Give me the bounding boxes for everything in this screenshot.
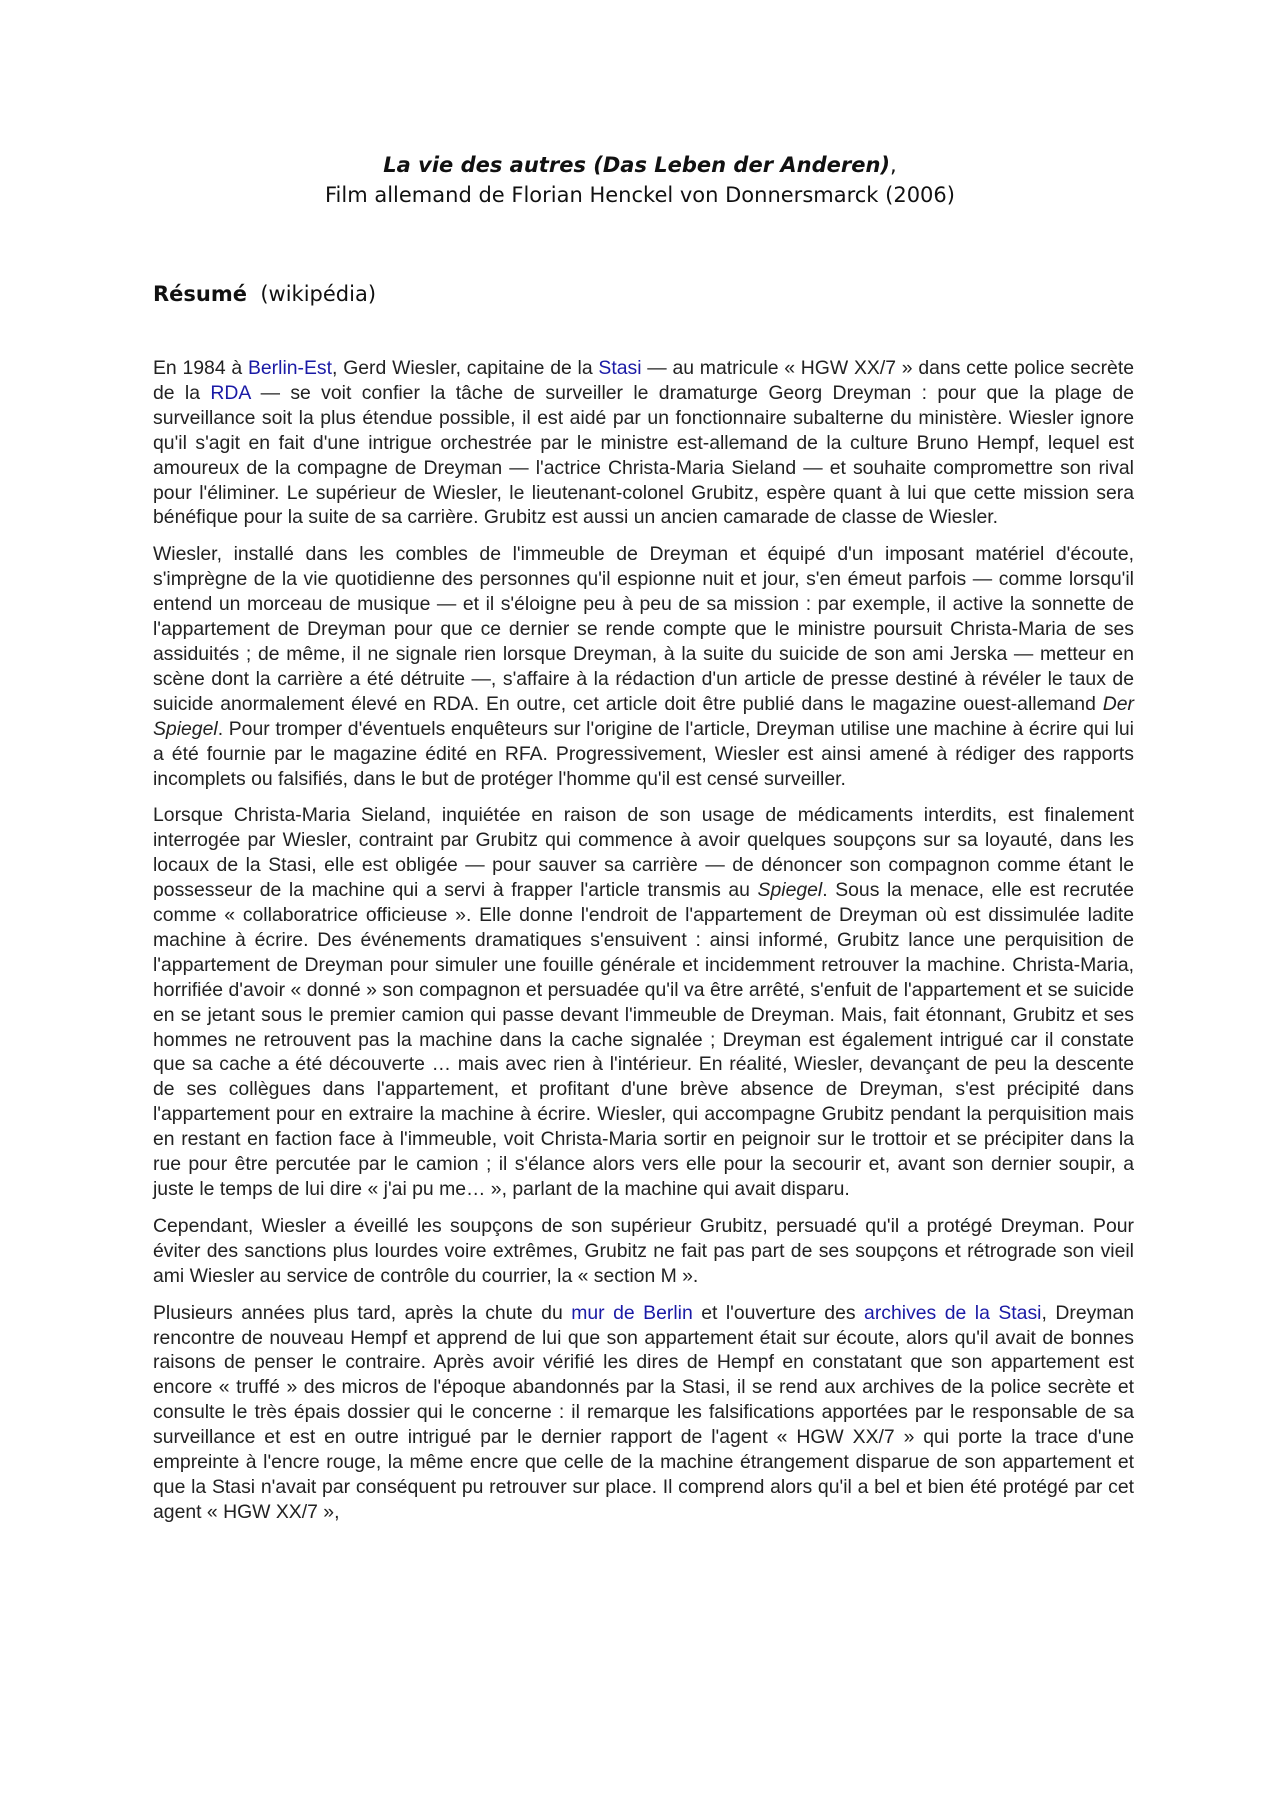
link-berlin-est[interactable]: Berlin-Est: [247, 357, 333, 379]
link-mur-de-berlin[interactable]: mur de Berlin: [571, 1301, 693, 1324]
paragraph-4: [153, 1214, 1134, 1289]
p3-text-1: Lorsque Christa-Maria Sieland, inquiétée en raison de son usage de médicaments interdits, est finalement interrogée par Wiesler, contraint par Grubitz qui commence à avoir quelques soupçons sur sa loyauté, dans les locaux de la Stasi, elle est obligée — pour sauver sa carrière — de dénoncer son compagnon comme étant le possesseur de la machine qui a servi à frapper l'article transmis au: [153, 804, 1134, 902]
spiegel-title: Spiegel: [757, 879, 823, 902]
title-block: [0, 150, 1280, 210]
film-title: [0, 150, 1280, 180]
p2-text-2: . Pour tromper d'éventuels enquêteurs sur l'origine de l'article, Dreyman utilise une machine à écrire qui lui a été fournie par le magazine édité en RFA. Progressivement, Wiesler est ainsi amené à rédiger des rapports incomplets ou falsifiés, dans le but de protéger l'homme qu'il est censé surveiller.: [153, 717, 1134, 790]
paragraph-5: [153, 1301, 1134, 1525]
p1-text-3: — au matricule « HGW XX/7 » dans cette police secrète de la: [153, 357, 1134, 404]
p4-text-1: Cependant, Wiesler a éveillé les soupçons de son supérieur Grubitz, persuadé qu'il a protégé Dreyman. Pour éviter des sanctions plus lourdes voire extrêmes, Grubitz ne fait pas part de ses soupçons et rétrograde son vieil ami Wiesler au service de contrôle du courrier, la « section M ».: [153, 1214, 1134, 1287]
p5-text-2: et l'ouverture des: [692, 1301, 865, 1324]
summary-body: [153, 356, 1134, 1537]
p3-text-2: . Sous la menace, elle est recrutée comme « collaboratrice officieuse ». Elle donne l'endroit de l'appartement de Dreyman où est dissimulée ladite machine à écrire. Des événements dramatiques s'ensuivent : ainsi informé, Grubitz lance une perquisition de l'appartement de Dreyman pour simuler une fouille générale et incidemment retrouver la machine. Christa-Maria, horrifiée d'avoir « donné » son compagnon et persuadée qu'il va être arrêté, s'enfuit de l'appartement et se suicide en se jetant sous le premier camion qui passe devant l'immeuble de Dreyman. Mais, fait étonnant, Grubitz et ses hommes ne retrouvent pas la machine dans la cache signalée ; Dreyman est également intrigué car il constate que sa cache a été découverte … mais avec rien à l'intérieur. En réalité, Wiesler, devançant de peu la descente de ses collègues dans l'appartement, et profitant d'une brève absence de Dreyman, s'est précipité dans l'appartement pour en extraire la machine à écrire. Wiesler, qui accompagne Grubitz pendant la perquisition mais en restant en faction face à l'immeuble, voit Christa-Maria sortir en peignoir sur le trottoir et se précipiter dans la rue pour être percutée par le camion ; il s'élance alors vers elle pour la secourir et, avant son dernier soupir, a juste le temps de lui dire « j'ai pu me… », parlant de la machine qui avait disparu.: [153, 879, 1134, 1200]
paragraph-1: [153, 356, 1134, 530]
p2-text-1: Wiesler, installé dans les combles de l'immeuble de Dreyman et équipé d'un imposant matériel d'écoute, s'imprègne de la vie quotidienne des personnes qu'il espionne nuit et jour, s'en émeut parfois — comme lorsqu'il entend un morceau de musique — et il s'éloigne peu à peu de sa mission : par exemple, il active la sonnette de l'appartement de Dreyman pour que ce dernier se rende compte que le ministre poursuit Christa-Maria de ses assiduités ; de même, il ne signale rien lorsque Dreyman, à la suite du suicide de son ami Jerska — metteur en scène dont la carrière a été détruite —, s'affaire à la rédaction d'un article de presse destiné à révéler le taux de suicide anormalement élevé en RDA. En outre, cet article doit être publié dans le magazine ouest-allemand: [153, 543, 1134, 715]
paragraph-3: [153, 803, 1134, 1202]
paragraph-2: [153, 542, 1134, 791]
link-stasi[interactable]: Stasi: [598, 357, 642, 379]
section-heading: [153, 282, 376, 306]
film-subtitle: Film allemand de Florian Henckel von Donnersmarck (2006): [325, 183, 955, 207]
p1-text-1: En 1984 à: [153, 357, 248, 379]
p1-text-4: — se voit confier la tâche de surveiller le dramaturge Georg Dreyman : pour que la plage de surveillance soit la plus étendue possible, il est aidé par un fonctionnaire subalterne du ministère. Wiesler ignore qu'il s'agit en fait d'une intrigue orchestrée par le ministre est-allemand de la culture Bruno Hempf, lequel est amoureux de la compagne de Dreyman — l'actrice Christa-Maria Sieland — et souhaite compromettre son rival pour l'éliminer. Le supérieur de Wiesler, le lieutenant-colonel Grubitz, espère quant à lui que cette mission sera bénéfique pour la suite de sa carrière. Grubitz est aussi un ancien camarade de classe de Wiesler.: [153, 381, 1134, 529]
link-rda[interactable]: RDA: [210, 381, 251, 404]
link-archives-stasi[interactable]: archives de la Stasi: [864, 1301, 1042, 1324]
film-title-comma: ,: [890, 153, 897, 177]
der-spiegel-title: Der Spiegel: [153, 692, 1134, 740]
section-heading-label: Résumé: [153, 282, 247, 306]
film-title-text: La vie des autres (Das Leben der Anderen): [383, 153, 890, 177]
p5-text-3: , Dreyman rencontre de nouveau Hempf et apprend de lui que son appartement était sur écoute, alors qu'il avait de bonnes raisons de penser le contraire. Après avoir vérifié les dires de Hempf en constatant que son appartement est encore « truffé » des micros de l'époque abandonnés par la Stasi, il se rend aux archives de la police secrète et consulte le très épais dossier qui le concerne : il remarque les falsifications apportées par le responsable de sa surveillance et est en outre intrigué par le dernier rapport de l'agent « HGW XX/7 » qui porte la trace d'une empreinte à l'encre rouge, la même encre que celle de la machine étrangement disparue de son appartement et que la Stasi n'avait par conséquent pu retrouver sur place. Il comprend alors qu'il a bel et bien été protégé par cet agent « HGW XX/7 »,: [153, 1301, 1135, 1523]
p1-text-2: , Gerd Wiesler, capitaine de la: [332, 357, 599, 379]
section-heading-source: (wikipédia): [260, 282, 377, 306]
p5-text-1: Plusieurs années plus tard, après la chute du: [153, 1301, 572, 1324]
